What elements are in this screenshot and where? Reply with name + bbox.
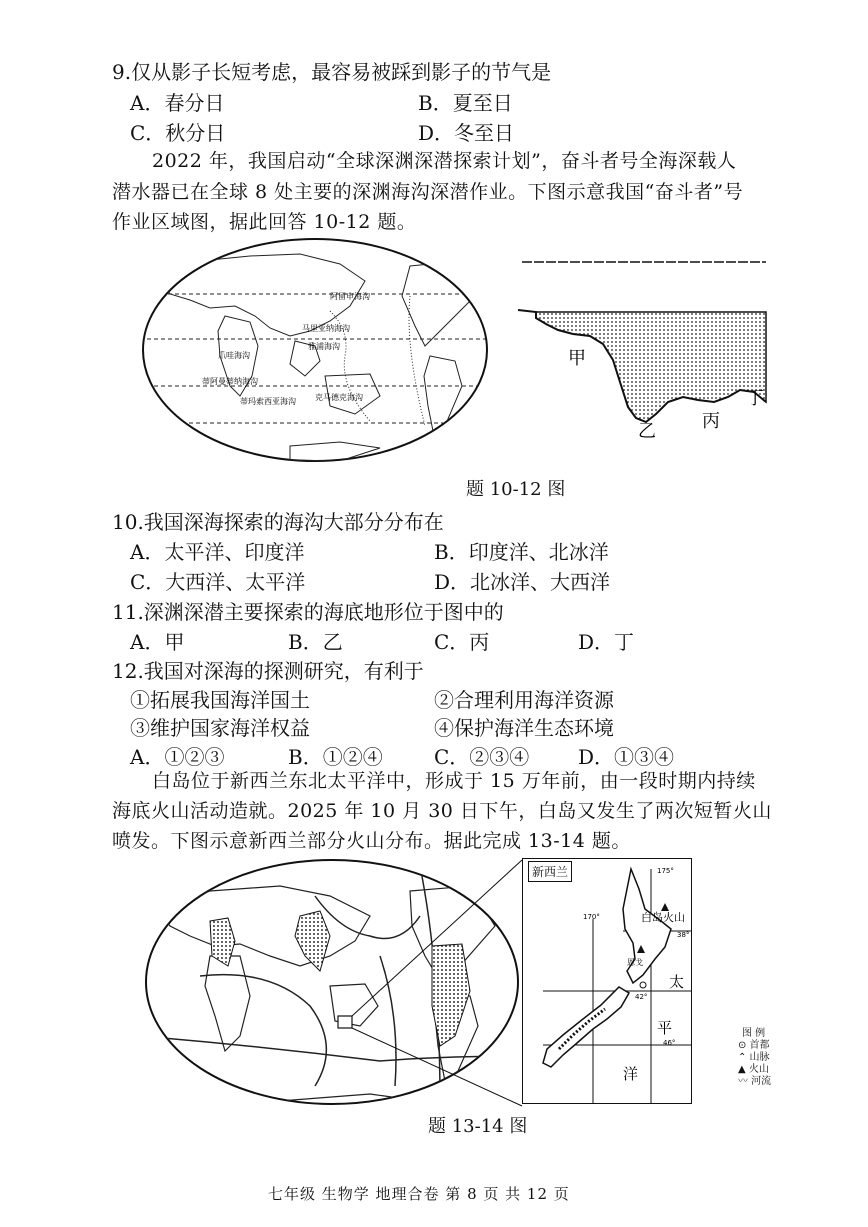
trench-world-map — [140, 236, 490, 464]
q12-item-1: ①拓展我国海洋国土 — [130, 688, 310, 712]
q10-option-b: B．印度洋、北冰洋 — [434, 540, 609, 564]
trench-label-kermadec: 克马德克海沟 — [315, 393, 363, 402]
q10-option-d: D．北冰洋、大西洋 — [434, 570, 611, 594]
q12-option-b: B．①②④ — [288, 745, 383, 769]
q11-stem: 11.深渊深潜主要探索的海底地形位于图中的 — [112, 600, 504, 624]
q12-item-2: ②合理利用海洋资源 — [434, 688, 614, 712]
q11-option-a: A．甲 — [130, 630, 185, 654]
trench-label-aleutian: 阿留申海沟 — [330, 292, 370, 301]
ocean-char-ping: 平 — [657, 1019, 673, 1037]
q11-option-c: C．丙 — [434, 630, 490, 654]
mountain-label: 恩戈 — [627, 958, 643, 967]
legend-title: 图 例 — [742, 1028, 766, 1039]
coord-170: 170° — [583, 913, 600, 921]
q11-option-d: D．丁 — [578, 630, 635, 654]
trench-label-yap: 雅浦海沟 — [308, 342, 340, 351]
q12-stem: 12.我国对深海的探测研究，有利于 — [112, 659, 424, 683]
profile-label-yi: 乙 — [638, 421, 656, 442]
legend-item-volcano: ▲ 火山 — [738, 1064, 769, 1075]
passage1-line-3: 作业区域图，据此回答 10-12 题。 — [112, 211, 417, 233]
q9-option-d: D．冬至日 — [418, 121, 515, 145]
passage2-line-1: 白岛位于新西兰东北太平洋中，形成于 15 万年前，由一段时期内持续 — [152, 770, 756, 792]
q9-option-c: C．秋分日 — [130, 121, 226, 145]
legend-item-river: 〰 河流 — [738, 1076, 772, 1087]
coord-42: 42° — [635, 993, 648, 1001]
q9-option-a: A．春分日 — [130, 91, 225, 115]
q12-item-3: ③维护国家海洋权益 — [130, 716, 310, 740]
q12-option-c: C．②③④ — [434, 745, 530, 769]
plate-world-map — [140, 856, 530, 1108]
q12-option-d: D．①③④ — [578, 745, 675, 769]
trench-label-tmasosia: 蒂玛索西亚海沟 — [240, 397, 296, 406]
profile-label-jia: 甲 — [568, 348, 586, 369]
trench-label-java: 爪哇海沟 — [218, 351, 250, 360]
trench-label-diamantina: 蒂阿曼蒂纳海沟 — [202, 377, 258, 386]
q10-option-c: C．大西洋、太平洋 — [130, 570, 306, 594]
coord-46: 46° — [663, 1039, 676, 1047]
coord-38: 38° — [677, 931, 690, 939]
coord-175: 175° — [657, 867, 674, 875]
profile-label-ding: 丁 — [746, 388, 764, 409]
legend-item-mountain: ⌃ 山脉 — [738, 1052, 770, 1063]
nz-inset-map — [523, 859, 691, 1103]
q9-option-b: B．夏至日 — [418, 91, 513, 115]
passage1-line-1: 2022 年，我国启动“全球深渊深潜探索计划”，奋斗者号全海深载人 — [152, 150, 737, 172]
passage2-line-2: 海底火山活动造就。2025 年 10 月 30 日下午，白岛又发生了两次短暂火山 — [112, 800, 772, 822]
figure2-caption: 题 13-14 图 — [428, 1116, 528, 1137]
q12-option-a: A．①②③ — [130, 745, 225, 769]
nz-inset-title: 新西兰 — [528, 861, 572, 882]
ocean-char-tai: 太 — [669, 973, 685, 991]
passage2-line-3: 喷发。下图示意新西兰部分火山分布。据此完成 13-14 题。 — [112, 830, 631, 852]
q11-option-b: B．乙 — [288, 630, 343, 654]
passage1-line-2: 潜水器已在全球 8 处主要的深渊海沟深潜作业。下图示意我国“奋斗者”号 — [112, 181, 744, 203]
q10-option-a: A．太平洋、印度洋 — [130, 540, 305, 564]
trench-label-mariana: 马里亚纳海沟 — [302, 324, 350, 333]
profile-label-bing: 丙 — [702, 411, 720, 432]
page-footer: 七年级 生物学 地理合卷 第 8 页 共 12 页 — [268, 1185, 570, 1203]
q10-stem: 10.我国深海探索的海沟大部分分布在 — [112, 510, 444, 534]
white-island-label: 白岛火山 — [641, 911, 685, 924]
ocean-char-yang: 洋 — [623, 1065, 639, 1083]
seabed-profile-diagram — [518, 252, 768, 442]
legend — [738, 1028, 771, 1088]
q12-item-4: ④保护海洋生态环境 — [434, 716, 614, 740]
legend-item-capital: ⊙ 首都 — [738, 1040, 770, 1051]
figure1-caption: 题 10-12 图 — [466, 479, 566, 500]
q9-stem: 9.仅从影子长短考虑，最容易被踩到影子的节气是 — [112, 60, 552, 84]
